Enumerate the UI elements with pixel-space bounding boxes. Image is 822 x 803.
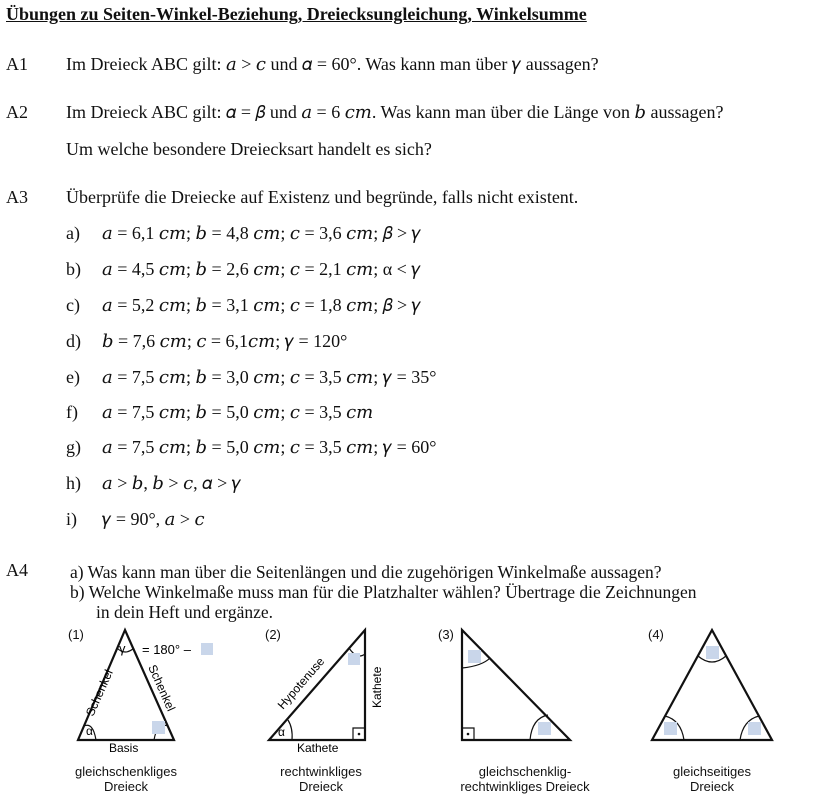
figure-caption: gleichschenklig- rechtwinkliges Dreieck [460, 764, 590, 794]
task-a4-line-a: a) Was kann man über die Seitenlängen und die zugehörigen Winkelmaße aussagen? [70, 562, 662, 582]
equilateral-triangle [652, 630, 772, 740]
worksheet-title: Übungen zu Seiten-Winkel-Beziehung, Dreiecksungleichung, Winkelsumme [6, 4, 587, 24]
a3-item-expression: 𝑎 > 𝑏, 𝑏 > 𝑐, 𝛼 > 𝛾 [102, 473, 242, 493]
task-label-a4: A4 [6, 560, 28, 580]
task-label-a3: A3 [6, 187, 28, 207]
placeholder-box [201, 643, 213, 655]
figure-number: (4) [648, 627, 664, 642]
a3-item-letter: i) [66, 509, 77, 529]
right-triangle [269, 630, 384, 755]
a3-item-expression: 𝑎 = 7,5 𝑐𝑚; 𝑏 = 5,0 𝑐𝑚; 𝑐 = 3,5 𝑐𝑚; 𝛾 = 60° [102, 437, 437, 457]
figure-caption: gleichseitiges Dreieck [672, 764, 752, 794]
placeholder-box [348, 653, 360, 665]
figure-caption: gleichschenkliges Dreieck [75, 764, 177, 794]
task-a4-line-b1: b) Welche Winkelmaße muss man für die Platzhalter wählen? Übertrage die Zeichnungen [70, 582, 697, 602]
a3-item-letter: a) [66, 223, 80, 243]
placeholder-box [664, 722, 677, 735]
isosceles-triangle [78, 630, 213, 755]
a3-item-expression: 𝑎 = 6,1 𝑐𝑚; 𝑏 = 4,8 𝑐𝑚; 𝑐 = 3,6 𝑐𝑚; 𝛽 > 𝛾 [102, 223, 422, 243]
a3-item-expression: 𝑏 = 7,6 𝑐𝑚; 𝑐 = 6,1𝑐𝑚; 𝛾 = 120° [102, 331, 348, 351]
figure-number: (2) [265, 627, 281, 642]
task-a4-line-b2: in dein Heft und ergänze. [96, 602, 274, 622]
placeholder-box [538, 722, 551, 735]
task-label-a1: A1 [6, 54, 28, 74]
a3-item-letter: b) [66, 259, 81, 279]
a3-item-letter: h) [66, 473, 81, 493]
figure-number: (1) [68, 627, 84, 642]
cathetus-right-label: Kathete [370, 666, 384, 708]
base-label: Basis [109, 741, 139, 755]
figure-number: (3) [438, 627, 454, 642]
gamma-label: γ [119, 641, 126, 656]
alpha-label: α [278, 725, 285, 739]
a3-item-expression: 𝛾 = 90°, 𝑎 > 𝑐 [102, 509, 205, 529]
placeholder-box [748, 722, 761, 735]
a3-item-expression: 𝑎 = 7,5 𝑐𝑚; 𝑏 = 5,0 𝑐𝑚; 𝑐 = 3,5 𝑐𝑚 [102, 402, 374, 422]
placeholder-box [468, 650, 481, 663]
task-text-a2-line2: Um welche besondere Dreiecksart handelt es sich? [66, 139, 432, 159]
cathetus-bottom-label: Kathete [297, 741, 339, 755]
a3-item-letter: f) [66, 402, 78, 422]
task-label-a2: A2 [6, 102, 28, 122]
placeholder-box [152, 721, 165, 734]
task-text-a3: Überprüfe die Dreiecke auf Existenz und begründe, falls nicht existent. [66, 187, 579, 207]
leg-label-right: Schenkel [145, 662, 179, 714]
a3-item-expression: 𝑎 = 5,2 𝑐𝑚; 𝑏 = 3,1 𝑐𝑚; 𝑐 = 1,8 𝑐𝑚; 𝛽 > 𝛾 [102, 295, 422, 315]
a3-item-expression: 𝑎 = 7,5 𝑐𝑚; 𝑏 = 3,0 𝑐𝑚; 𝑐 = 3,5 𝑐𝑚; 𝛾 = 35° [102, 367, 437, 387]
a3-item-letter: g) [66, 437, 81, 457]
a3-item-letter: d) [66, 331, 81, 351]
task-text-a2-line1: Im Dreieck ABC gilt: 𝛼 = 𝛽 und 𝑎 = 6 𝑐𝑚. Was kann man über die Länge von 𝑏 aussagen? [66, 102, 724, 122]
a3-item-letter: c) [66, 295, 80, 315]
hypotenuse-label: Hypotenuse [274, 654, 328, 712]
leg-label-left: Schenkel [82, 667, 116, 719]
placeholder-box [706, 646, 719, 659]
a3-item-letter: e) [66, 367, 80, 387]
isosceles-right-triangle [462, 630, 570, 740]
figure-caption: rechtwinkliges Dreieck [280, 764, 362, 794]
task-text-a1: Im Dreieck ABC gilt: 𝑎 > 𝑐 und 𝛼 = 60°. Was kann man über 𝛾 aussagen? [66, 54, 599, 74]
angle-formula: = 180° – [142, 642, 191, 657]
a3-item-expression: 𝑎 = 4,5 𝑐𝑚; 𝑏 = 2,6 𝑐𝑚; 𝑐 = 2,1 𝑐𝑚; α < 𝛾 [102, 259, 421, 279]
alpha-label: α [86, 724, 93, 738]
